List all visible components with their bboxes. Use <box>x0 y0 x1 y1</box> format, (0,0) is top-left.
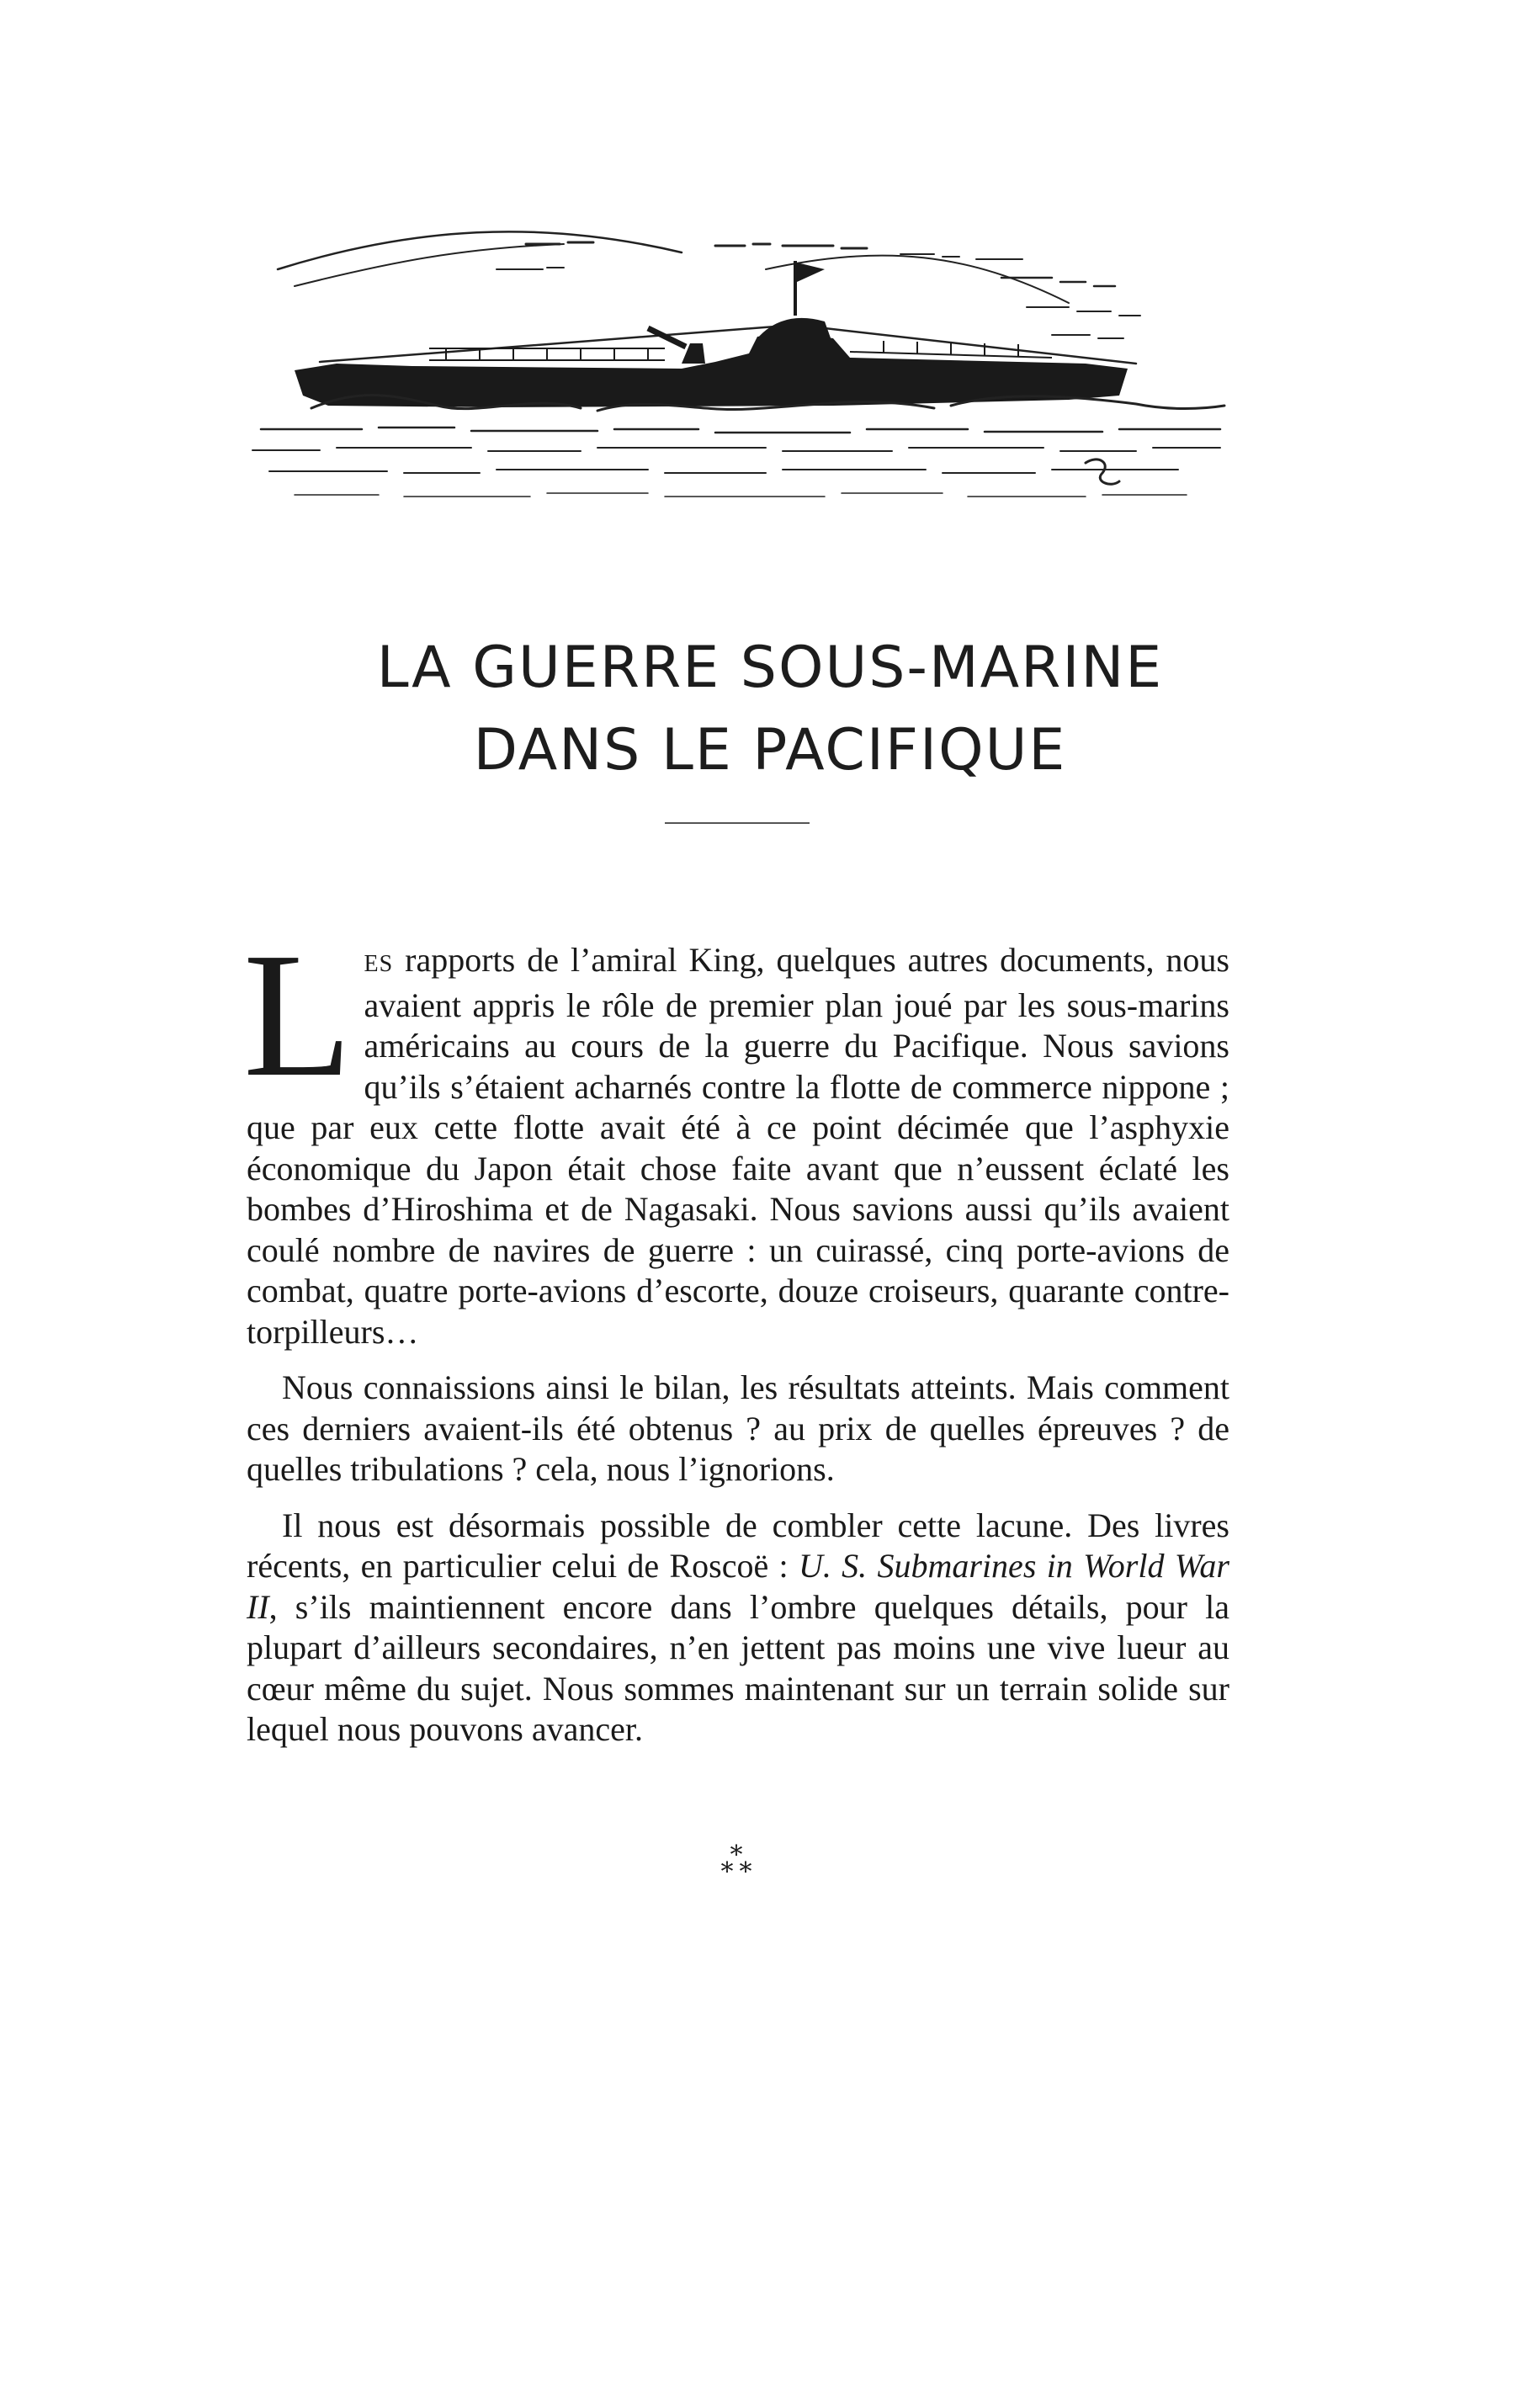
small-caps-lead: ES <box>364 951 394 977</box>
paragraph-3-text-b: , s’ils maintiennent encore dans l’ombre quelques détails, pour la plupart d’ailleurs secondaires, n’en jettent pas moins une vive lueur au cœur même du sujet. Nous sommes maintenant sur un terrain solide sur lequel nous pouvons avancer. <box>247 1587 1229 1748</box>
chapter-body <box>243 916 1229 1750</box>
chapter-title-line-1: LA GUERRE SOUS-MARINE <box>376 635 1164 701</box>
paragraph-1 <box>243 916 1229 1352</box>
book-title: U. S. Submarines in World War II <box>247 1547 1229 1626</box>
asterism-icon <box>720 1841 753 1892</box>
chapter-title-line-2: DANS LE PACIFIQUE <box>473 717 1067 783</box>
chapter-title <box>0 627 1540 792</box>
svg-text:*: * <box>720 1857 734 1887</box>
paragraph-2: Nous connaissions ainsi le bilan, les résultats atteints. Mais comment ces derniers avaient-ils été obtenus ? au prix de quelles épreuves ? de quelles tribulations ? cela, nous l’ignorions. <box>247 1368 1229 1488</box>
title-divider <box>665 822 810 824</box>
svg-text:*: * <box>730 1841 743 1870</box>
paragraph-1-text: rapports de l’amiral King, quelques autres documents, nous avaient appris le rôle de premier plan joué par les sous-marins américains au cours de la guerre du Pacifique. Nous savions qu’ils s’étaient acharnés contre la flotte de commerce nippone ; que par eux cette flotte avait été à ce point décimée que l’asphyxie économique du Japon était chose faite avant que n’eussent éclaté les bombes d’Hiroshima et de Nagasaki. Nous savions aussi qu’ils avaient coulé nombre de navires de guerre : un cuirassé, cinq porte-avions de combat, quatre porte-avions d’escorte, douze croiseurs, quarante contre-torpilleurs… <box>247 941 1229 1351</box>
submarine-illustration <box>244 143 1229 530</box>
drop-cap: L <box>243 916 353 1113</box>
svg-text:*: * <box>739 1857 752 1887</box>
paragraph-3-text-a: Il nous est désormais possible de combler cette lacune. Des livres récents, en particulier celui de Roscoë : <box>247 1506 1229 1585</box>
paragraph-3 <box>247 1506 1229 1750</box>
